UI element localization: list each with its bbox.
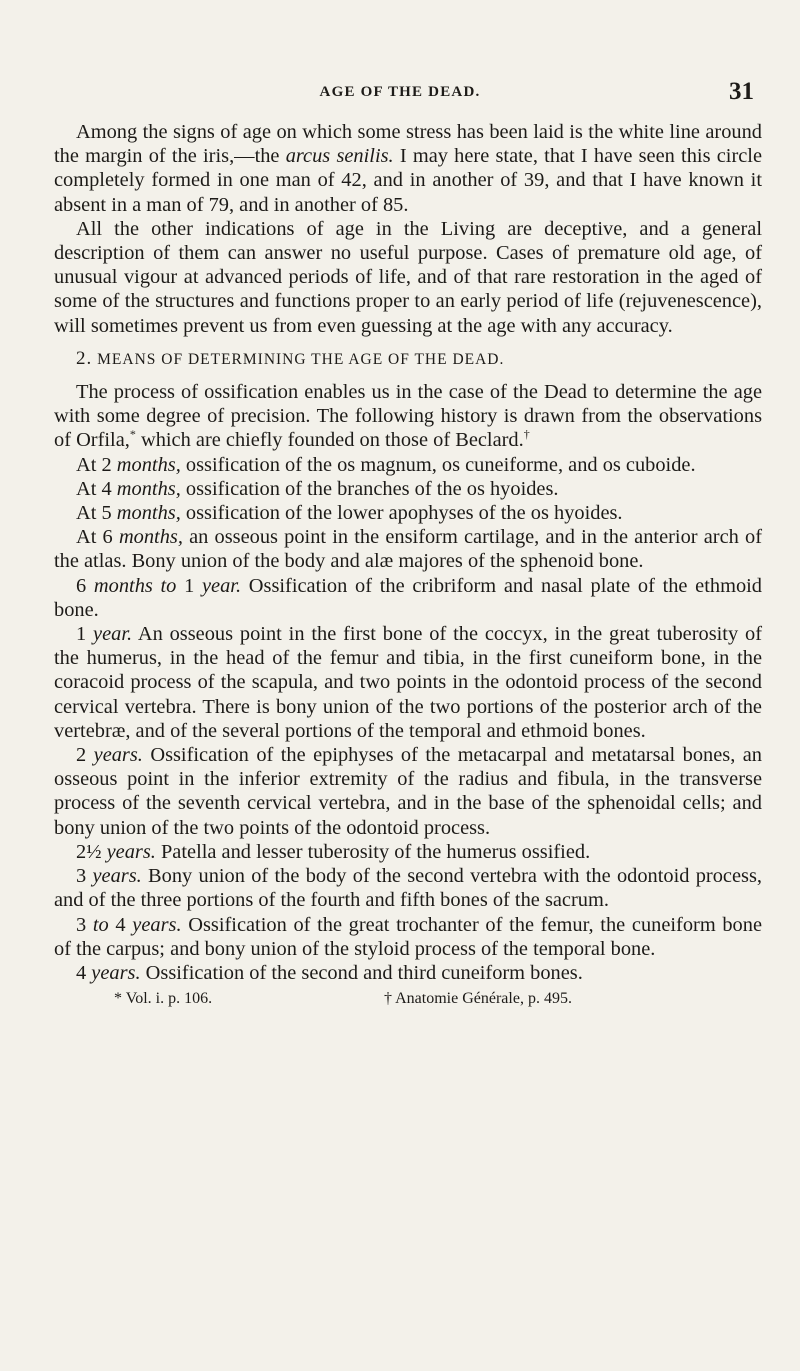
entry-age-unit: years. [106, 840, 156, 863]
entry-text: Ossification of the epiphyses of the metacarpal and metatarsal bones, an osseous point in the inferior extremity of the radius and fibula, in the transverse process of the seventh cervical vertebra, and in the base of the sphenoidal cells; and bony union of the two points of the odontoid process. [54, 744, 763, 839]
footnote-mark: † [523, 427, 530, 442]
entry-2-months [54, 453, 762, 477]
entry-text: Bony union of the body of the second vertebra with the odontoid process, and of the three portions of the fourth and fifth bones of the sacrum. [54, 865, 762, 912]
footnote-mark: * [129, 427, 136, 442]
entry-age-unit: months, [118, 526, 183, 549]
paragraph-indications: All the other indications of age in the Living are deceptive, and a general description of them can answer no useful purpose. Cases of premature old age, of unusual vigour at advanced periods of life, and of that rare restoration in the aged of some of the structures and functions proper to an early period of life (rejuvenescence), will sometimes prevent us from even guessing at the age with any accuracy. [54, 217, 762, 337]
section-heading [54, 347, 762, 372]
entry-age-unit: to [92, 913, 109, 936]
entry-3-to-4-years [54, 913, 762, 961]
entry-text: ossification of the os magnum, os cuneiforme, and os cuboide. [180, 453, 696, 476]
running-title: AGE OF THE DEAD. [319, 84, 481, 100]
entry-age: 3 [76, 865, 93, 888]
entry-text: an osseous point in the ensiform cartilage, and in the anterior arch of the atlas. Bony union of the body and alæ majores of the sphenoid bone. [54, 526, 762, 573]
entry-4-years [54, 961, 762, 985]
running-head [0, 78, 800, 108]
entry-age-unit: years. [91, 961, 141, 984]
entry-age-unit: years. [92, 865, 142, 888]
section-number: 2. [76, 347, 93, 369]
footnote-2: † Anatomie Générale, p. 495. [384, 990, 572, 1008]
entry-5-months [54, 501, 762, 525]
entry-age-unit: months, [116, 502, 181, 525]
footnotes [54, 987, 762, 1011]
entry-age: 2 [76, 744, 94, 767]
page-number: 31 [729, 78, 754, 105]
entry-age: 1 [176, 574, 202, 597]
entry-text: An osseous point in the first bone of the coccyx, in the great tuberosity of the humerus, in the head of the femur and tibia, in the first cuneiform bone, in the coracoid process of the scapula, and two points in the odontoid process of the second cervical vertebra. There is bony union of the two portions of the posterior arch of the vertebræ, and of the several portions of the temporal and ethmoid bones. [54, 623, 762, 742]
body-text [54, 120, 762, 1011]
entry-6-months [54, 525, 762, 573]
entry-age-unit: years. [93, 744, 143, 767]
entry-4-months [54, 477, 762, 501]
entry-age: 6 [76, 574, 94, 597]
entry-age-unit: year. [202, 574, 242, 597]
entry-age-unit: months to [93, 574, 177, 597]
entry-text: Patella and lesser tuberosity of the humerus ossified. [155, 840, 591, 863]
entry-2-years [54, 743, 762, 840]
entry-age-unit: months, [116, 477, 181, 500]
entry-text: ossification of the lower apophyses of the os hyoides. [180, 502, 623, 525]
paragraph-text: Among the signs of age on which some stress has been laid is the white line around the margin of the iris,—the [54, 121, 762, 168]
entry-6-months-to-1-year [54, 574, 762, 622]
entry-age: At 5 [76, 502, 117, 525]
footnote-1: * Vol. i. p. 106. [114, 990, 213, 1008]
paragraph-arcus-senilis [54, 120, 762, 217]
entry-age: At 6 [76, 526, 119, 549]
italic-term: arcus senilis. [285, 145, 394, 168]
entry-text: Ossification of the cribriform and nasal plate of the ethmoid bone. [54, 574, 763, 621]
entry-age: 4 [76, 961, 92, 984]
entry-3-years [54, 864, 762, 912]
paragraph-text: which are chiefly founded on those of Beclard. [135, 429, 524, 452]
entry-1-year [54, 622, 762, 743]
entry-age-unit: years. [132, 913, 182, 936]
entry-age: At 4 [76, 477, 117, 500]
paragraph-text: The process of ossification enables us in the case of the Dead to determine the age with some degree of precision. The following history is drawn from the observations of Orfila, [54, 381, 762, 452]
entry-2-half-years [54, 840, 762, 864]
section-title: MEANS OF DETERMINING THE AGE OF THE DEAD. [97, 350, 505, 368]
entry-age: 3 [76, 913, 93, 936]
entry-text: Ossification of the second and third cuneiform bones. [140, 961, 583, 984]
paragraph-text: I may here state, that I have seen this circle completely formed in one man of 42, and in another of 39, and that I have known it absent in a man of 79, and in another of 85. [54, 145, 763, 216]
entry-age: 4 [108, 913, 133, 936]
entry-text: ossification of the branches of the os hyoides. [180, 477, 559, 500]
entry-age-unit: year. [93, 623, 133, 646]
entry-age: At 2 [76, 453, 117, 476]
entry-age-unit: months, [116, 453, 181, 476]
entry-age: 2½ [76, 840, 107, 863]
entry-text: Ossification of the great trochanter of the femur, the cuneiform bone of the carpus; and bony union of the styloid process of the temporal bone. [54, 913, 762, 960]
paragraph-intro [54, 380, 762, 453]
entry-age: 1 [76, 623, 94, 646]
